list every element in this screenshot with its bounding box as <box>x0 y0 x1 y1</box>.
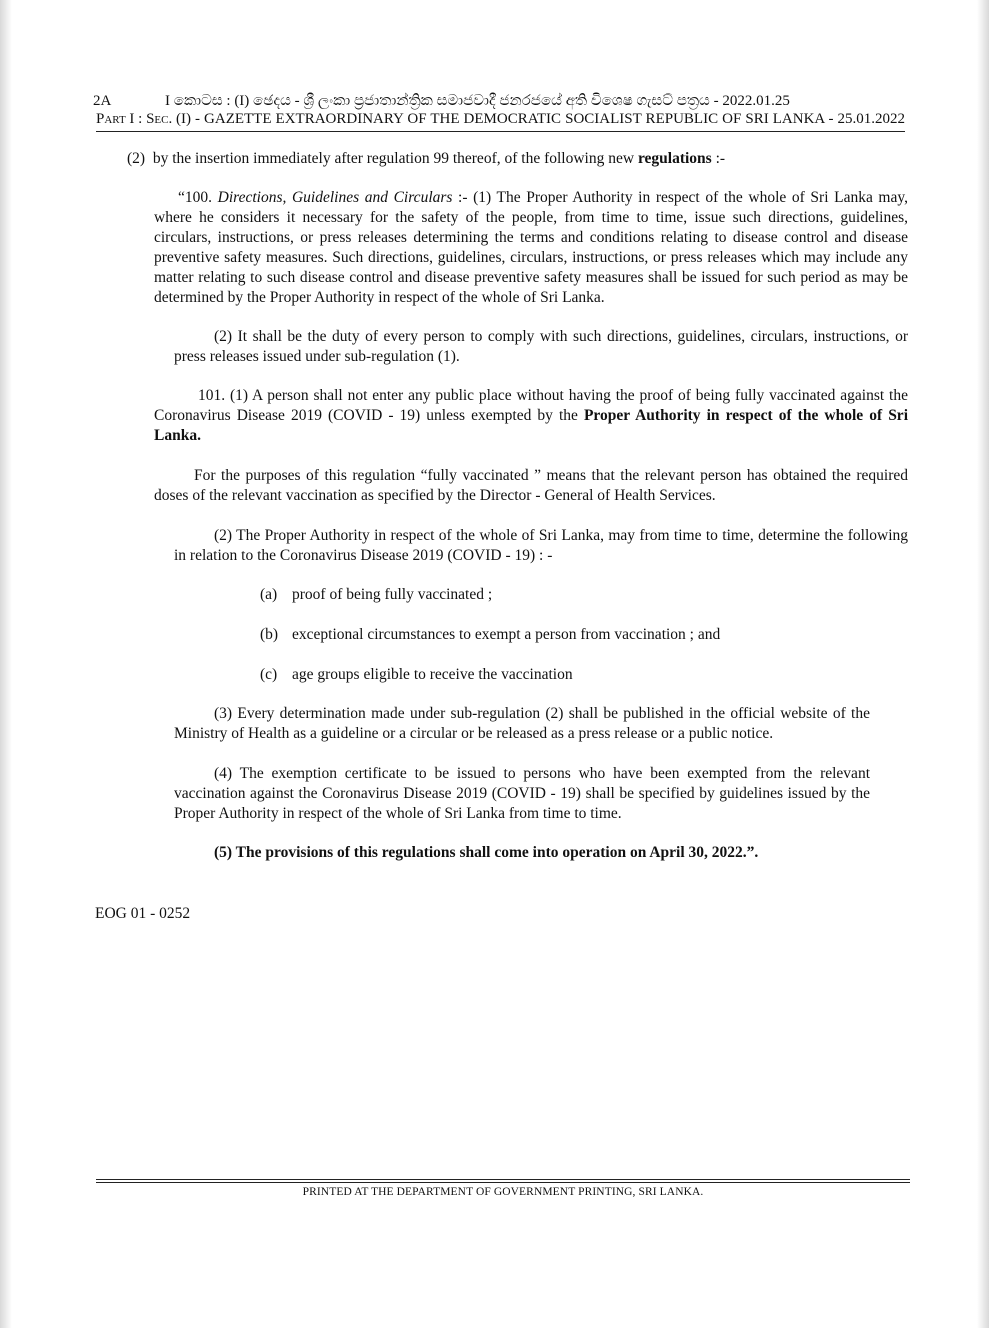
reg100-text: :- (1) The Proper Authority in respect of the whole of Sri Lanka may, where he considers it necessary for the safety of the people, from time to time, issue such directions, guidelines, circulars, instructions, or press releases determining the terms and conditions relating to disease control and disease preventive safety measures. Such directions, guidelines, circulars, instructions, or press releases which may include any matter relating to such disease control and disease preventive safety measures shall be issued for such period as may be determined by the Proper Authority in respect of the whole of Sri Lanka. <box>154 189 908 306</box>
gazette-reference: EOG 01 - 0252 <box>95 905 191 922</box>
regulation-101-2: (2) The Proper Authority in respect of the whole of Sri Lanka, may from time to time, determine the following in relation to the Coronavirus Disease 2019 (COVID - 19) : - <box>174 527 908 564</box>
list-text: exceptional circumstances to exempt a person from vaccination ; and <box>292 626 721 643</box>
reg100-open: “100. <box>178 189 213 206</box>
gazette-header-sinhala <box>93 91 908 111</box>
intro-end: :- <box>715 150 726 167</box>
list-text: age groups eligible to receive the vaccination <box>292 666 573 683</box>
list-text: proof of being fully vaccinated ; <box>292 586 493 603</box>
printer-footer: PRINTED AT THE DEPARTMENT OF GOVERNMENT PRINTING, SRI LANKA. <box>302 1186 704 1198</box>
reg100-title: Directions, Guidelines and Circulars <box>217 189 453 206</box>
sinhala-title: I කොටස : (I) ඡෙදය - ශ්‍රී ලංකා ප්‍රජාතාන්ත්‍රික සමාජවාදී ජනරජයේ අති විශෙෂ ගැසට් පත්‍රය - 2022.01.25 <box>165 93 790 109</box>
list-label: (c) <box>260 666 278 683</box>
intro-paragraph <box>127 149 907 169</box>
intro-number: (2) <box>127 150 146 167</box>
reg101-1-bold: Proper Authority in respect of the whole of Sri Lanka. <box>154 407 908 444</box>
intro-bold: regulations <box>637 150 712 167</box>
list-item-c <box>260 665 573 685</box>
regulation-101-5: (5) The provisions of this regulations shall come into operation on April 30, 2022.”. <box>214 844 759 861</box>
regulation-101-3: (3) Every determination made under sub-regulation (2) shall be published in the official website of the Ministry of Health as a guideline or a circular or be released as a press release or a public notice. <box>174 705 870 742</box>
list-item-b <box>260 625 720 645</box>
footer-rule <box>96 1179 910 1180</box>
regulation-100-1 <box>154 188 908 308</box>
page-shadow-left <box>0 0 12 1328</box>
page-shadow-right <box>977 0 989 1328</box>
english-title: - GAZETTE EXTRAORDINARY OF THE DEMOCRATIC SOCIALIST REPUBLIC OF SRI LANKA - 25.01.2022 <box>194 111 905 127</box>
part-section: Part I : Sec. (I) <box>96 111 191 127</box>
regulation-101-4: (4) The exemption certificate to be issued to persons who have been exempted from the relevant vaccination against the Coronavirus Disease 2019 (COVID - 19) shall be specified by guidelines issued by the Proper Authority in respect of the whole of Sri Lanka from time to time. <box>174 765 870 822</box>
page-number: 2A <box>93 93 112 109</box>
list-label: (a) <box>260 586 278 603</box>
fully-vaccinated-definition: For the purposes of this regulation “fully vaccinated ” means that the relevant person has obtained the required doses of the relevant vaccination as specified by the Director - General of Health Services. <box>154 467 908 504</box>
regulation-100-2: (2) It shall be the duty of every person to comply with such directions, guidelines, circulars, instructions, or press releases issued under sub-regulation (1). <box>174 328 908 365</box>
footer-rule-double <box>96 1182 910 1183</box>
list-label: (b) <box>260 626 279 643</box>
list-item-a <box>260 585 492 605</box>
intro-text: by the insertion immediately after regulation 99 thereof, of the following new <box>152 150 635 167</box>
regulation-101-1 <box>154 386 908 446</box>
gazette-header-english <box>96 109 905 132</box>
reg101-1-text: 101. (1) A person shall not enter any public place without having the proof of being fully vaccinated against the Coronavirus Disease 2019 (COVID - 19) unless exempted by the <box>154 387 908 424</box>
